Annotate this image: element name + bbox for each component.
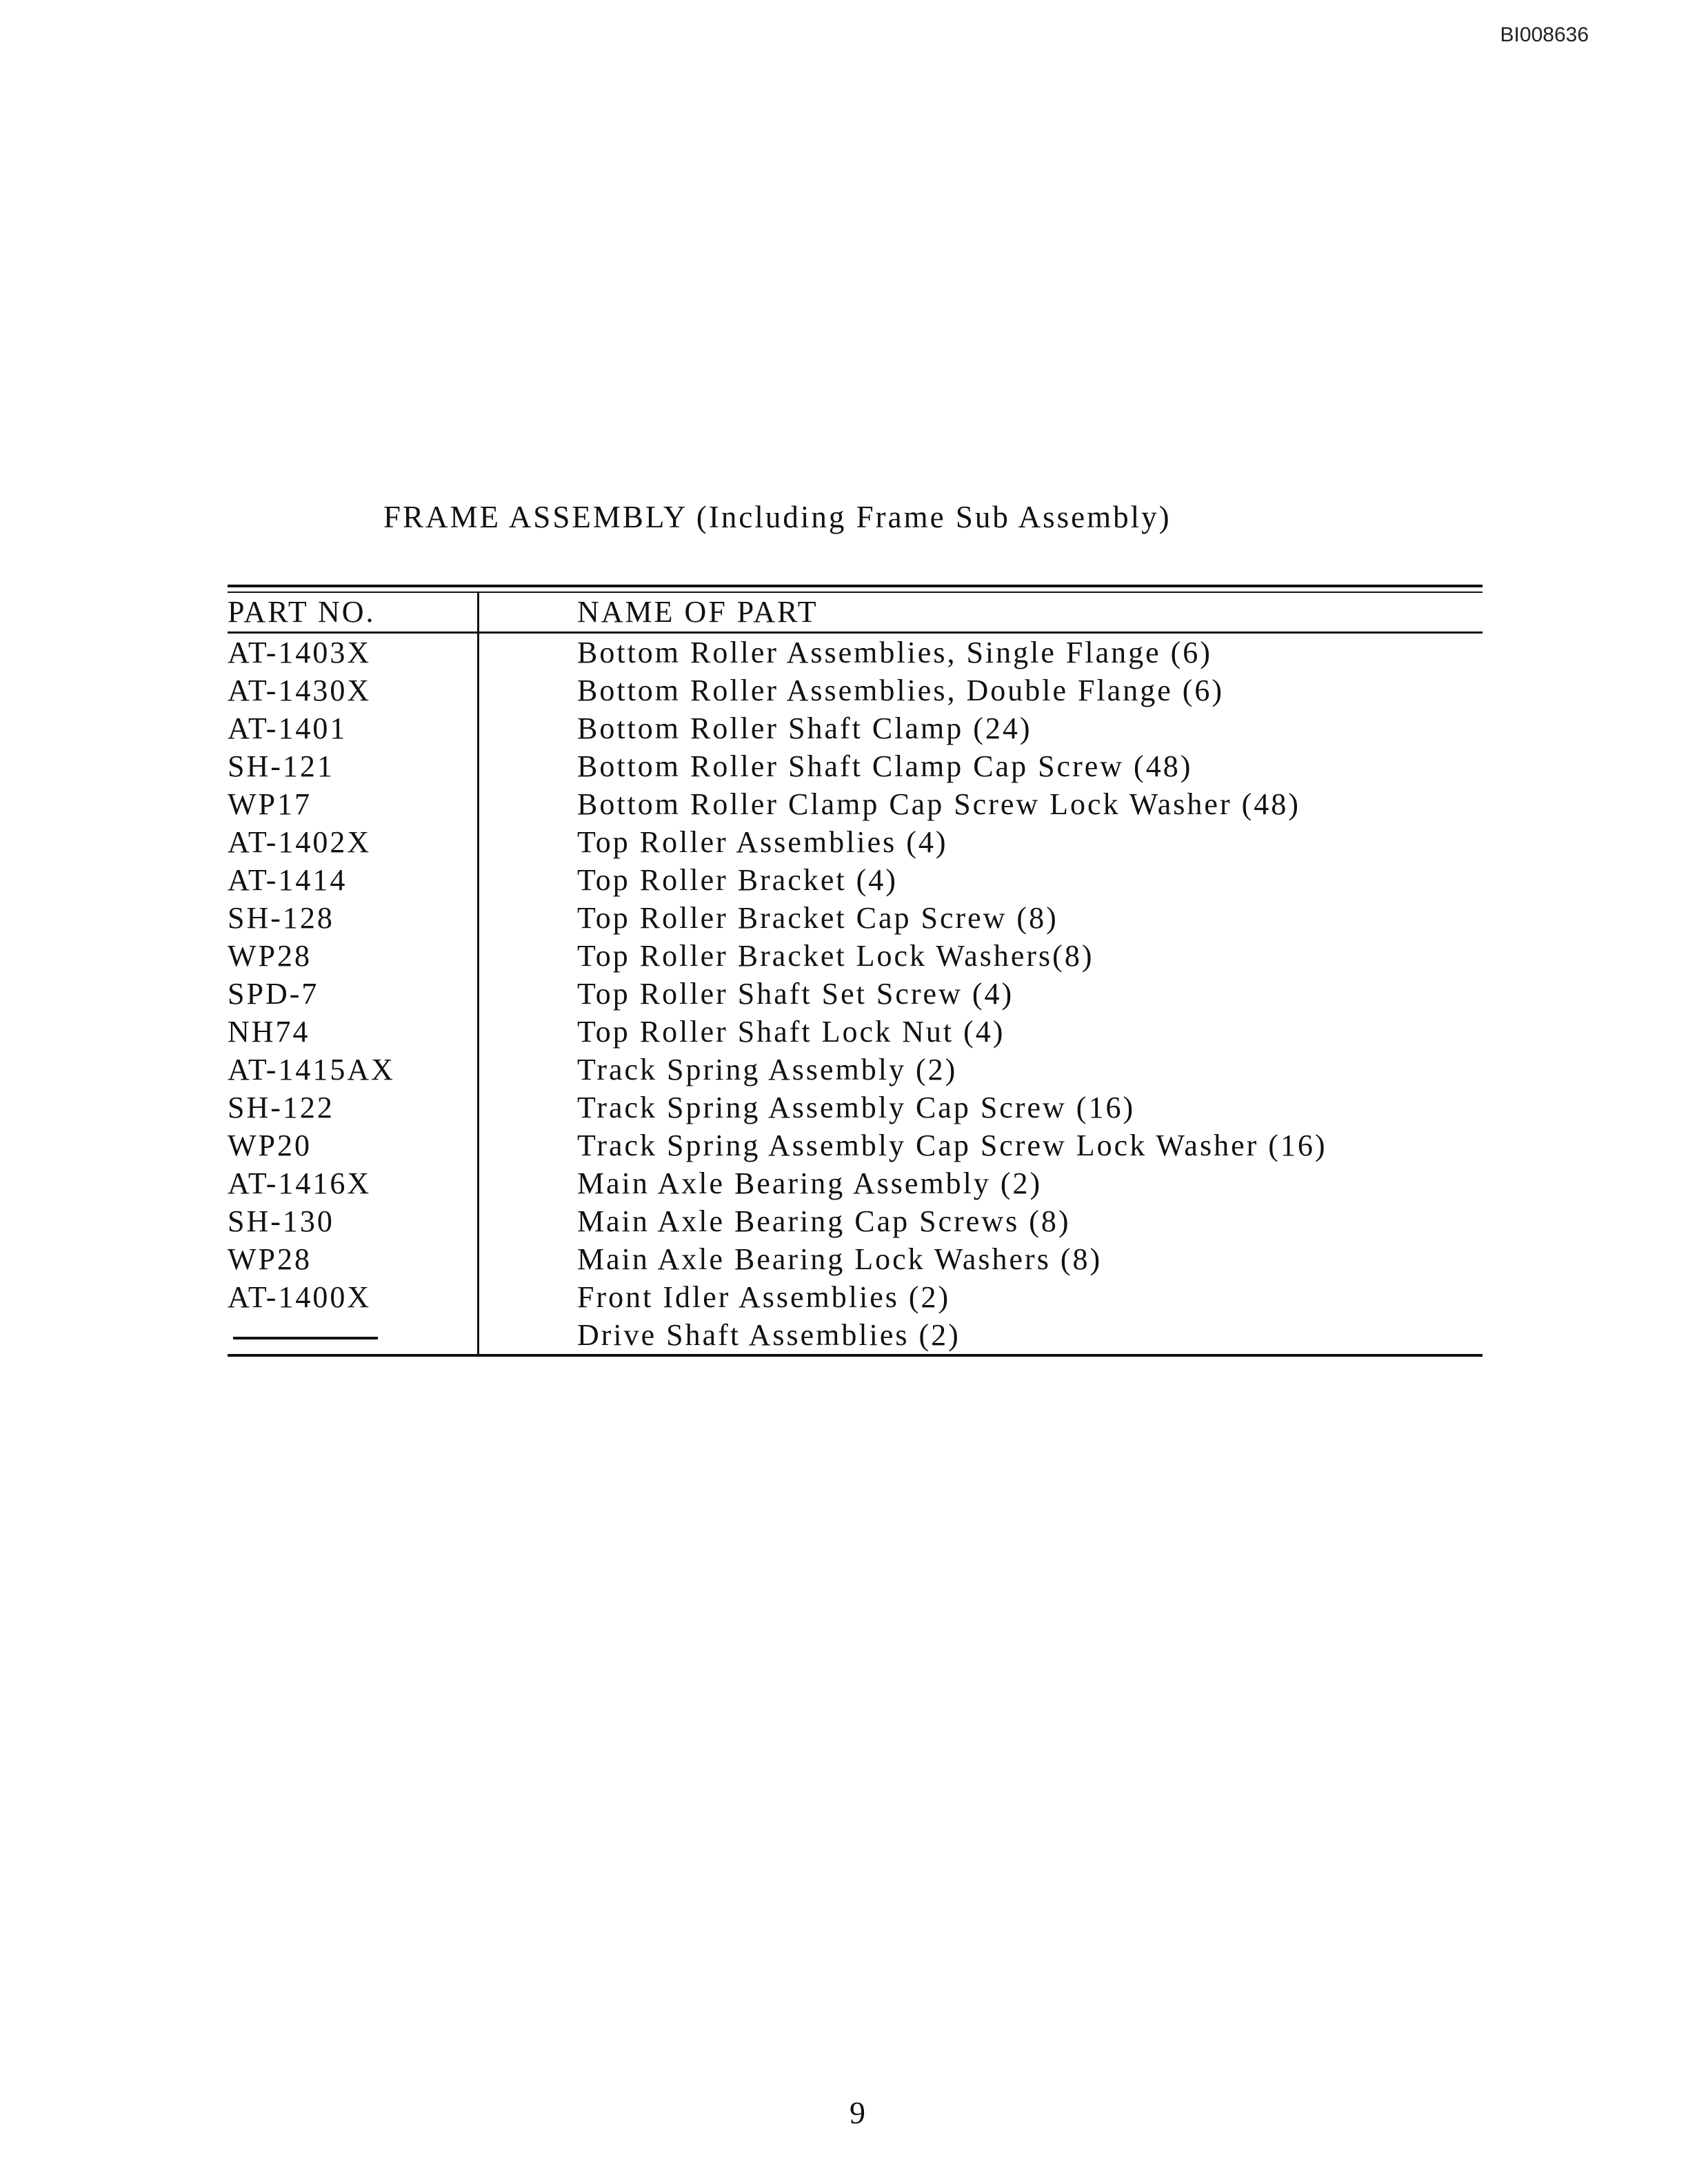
part-name-cell: Bottom Roller Shaft Clamp Cap Screw (48) <box>577 749 1193 783</box>
parts-table-container <box>228 585 1483 1357</box>
part-name-cell: Bottom Roller Shaft Clamp (24) <box>577 711 1032 745</box>
table-row <box>228 937 1483 975</box>
table-row <box>228 1240 1483 1278</box>
table-row <box>228 1202 1483 1240</box>
table-row <box>228 747 1483 785</box>
table-row <box>228 1164 1483 1202</box>
part-number-cell: AT-1416X <box>228 1164 479 1202</box>
part-number-cell: SPD-7 <box>228 975 479 1013</box>
part-name-cell: Track Spring Assembly (2) <box>577 1053 958 1086</box>
blank-part-number-dash <box>233 1337 378 1339</box>
part-name-cell: Main Axle Bearing Cap Screws (8) <box>577 1204 1071 1238</box>
part-number-cell: WP28 <box>228 937 479 975</box>
part-number-cell: AT-1403X <box>228 633 479 672</box>
part-number-cell: WP20 <box>228 1126 479 1164</box>
page-title: FRAME ASSEMBLY (Including Frame Sub Assembly) <box>383 500 1172 534</box>
part-number-cell: SH-121 <box>228 747 479 785</box>
table-row <box>228 633 1483 672</box>
table-row <box>228 671 1483 709</box>
part-name-cell: Bottom Roller Clamp Cap Screw Lock Washer (48) <box>577 787 1300 821</box>
part-name-cell: Top Roller Bracket Cap Screw (8) <box>577 901 1058 935</box>
part-number-cell <box>228 1316 479 1354</box>
part-number-cell: NH74 <box>228 1013 479 1051</box>
part-name-cell: Main Axle Bearing Lock Washers (8) <box>577 1242 1103 1276</box>
parts-table <box>228 593 1483 1354</box>
table-bottom-rule <box>228 1354 1483 1357</box>
part-name-cell: Top Roller Shaft Set Screw (4) <box>577 977 1014 1011</box>
table-row <box>228 709 1483 747</box>
table-row <box>228 823 1483 861</box>
table-header-row <box>228 593 1483 633</box>
part-name-cell: Top Roller Bracket (4) <box>577 863 898 897</box>
part-number-cell: WP17 <box>228 785 479 823</box>
part-name-cell: Track Spring Assembly Cap Screw (16) <box>577 1091 1136 1124</box>
table-row <box>228 975 1483 1013</box>
part-name-cell: Top Roller Assemblies (4) <box>577 825 948 859</box>
part-name-cell: Top Roller Shaft Lock Nut (4) <box>577 1015 1005 1049</box>
table-row <box>228 861 1483 899</box>
header-part-no: PART NO. <box>228 593 479 633</box>
part-name-cell: Main Axle Bearing Assembly (2) <box>577 1166 1043 1200</box>
part-number-cell: AT-1414 <box>228 861 479 899</box>
part-number-cell: AT-1400X <box>228 1278 479 1316</box>
part-number-cell: AT-1430X <box>228 671 479 709</box>
header-name-of-part: NAME OF PART <box>479 593 1483 633</box>
part-name-cell: Front Idler Assemblies (2) <box>577 1280 951 1314</box>
table-row <box>228 1051 1483 1089</box>
table-top-double-rule <box>228 585 1483 593</box>
table-row <box>228 1089 1483 1126</box>
page-number: 9 <box>850 2095 865 2130</box>
table-row <box>228 1316 1483 1354</box>
part-number-cell: AT-1402X <box>228 823 479 861</box>
table-row <box>228 785 1483 823</box>
part-number-cell: SH-122 <box>228 1089 479 1126</box>
part-number-cell: SH-128 <box>228 899 479 937</box>
table-row <box>228 1278 1483 1316</box>
part-number-cell: WP28 <box>228 1240 479 1278</box>
part-number-cell: SH-130 <box>228 1202 479 1240</box>
part-number-cell: AT-1415AX <box>228 1051 479 1089</box>
part-name-cell: Track Spring Assembly Cap Screw Lock Washer (16) <box>577 1129 1327 1162</box>
part-number-cell: AT-1401 <box>228 709 479 747</box>
table-row <box>228 1013 1483 1051</box>
document-id: BI008636 <box>1500 23 1589 46</box>
part-name-cell: Bottom Roller Assemblies, Double Flange (6) <box>577 674 1225 707</box>
part-name-cell: Drive Shaft Assemblies (2) <box>577 1318 961 1352</box>
part-name-cell: Bottom Roller Assemblies, Single Flange (6) <box>577 636 1212 669</box>
part-name-cell: Top Roller Bracket Lock Washers(8) <box>577 939 1094 973</box>
table-row <box>228 899 1483 937</box>
table-row <box>228 1126 1483 1164</box>
